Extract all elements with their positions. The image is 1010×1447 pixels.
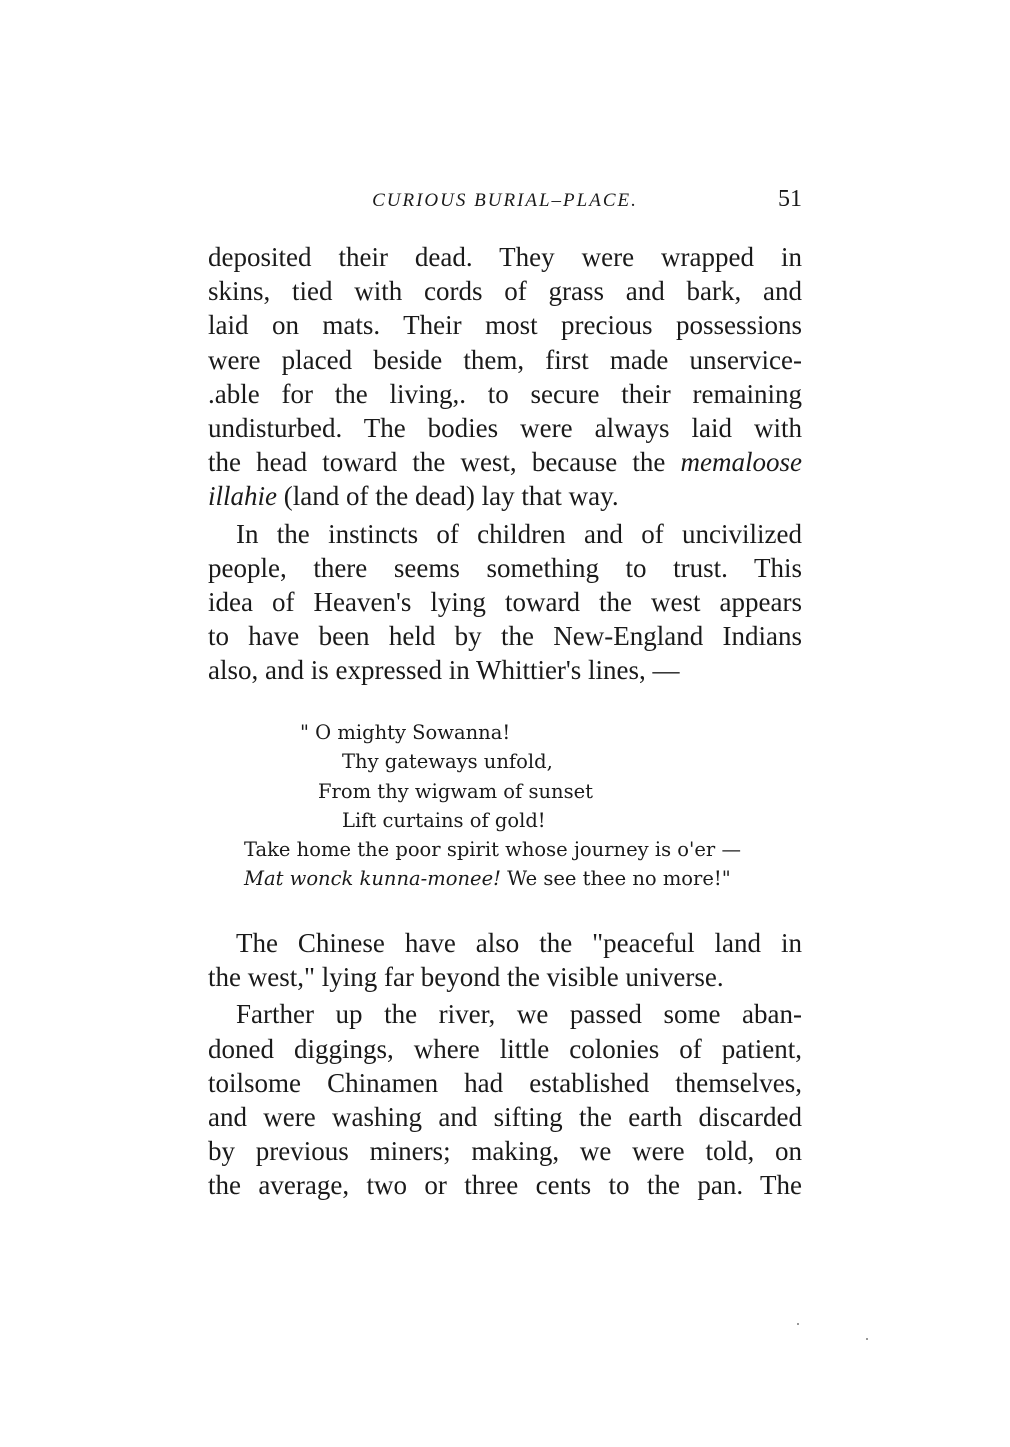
paragraph bbox=[208, 240, 802, 514]
paper-speck bbox=[866, 1338, 868, 1340]
text-line: to have been held by the New-England Indians bbox=[208, 621, 802, 652]
text-line: idea of Heaven's lying toward the west appears bbox=[208, 587, 802, 618]
italic-phrase: Mat wonck kunna-monee! bbox=[244, 867, 501, 891]
text-line: toilsome Chinamen had established themselves, bbox=[208, 1067, 802, 1098]
text-line: Farther up the river, we passed some aban- bbox=[236, 999, 802, 1030]
text-segment: (land of the dead) lay that way. bbox=[277, 481, 619, 512]
poem-line bbox=[244, 864, 804, 893]
text-line: the west," lying far beyond the visible universe. bbox=[208, 962, 724, 993]
text-segment: the head toward the west, because the bbox=[208, 447, 681, 478]
text-line: the average, two or three cents to the pan. The bbox=[208, 1170, 802, 1201]
text-line: and were washing and sifting the earth discarded bbox=[208, 1102, 802, 1133]
text-line: skins, tied with cords of grass and bark, and bbox=[208, 276, 802, 307]
text-line bbox=[208, 479, 802, 513]
paragraph bbox=[208, 997, 802, 1202]
text-line: In the instincts of children and of uncivilized bbox=[236, 518, 802, 549]
page-number: 51 bbox=[778, 186, 802, 212]
paper-speck bbox=[797, 1323, 799, 1325]
text-line: .able for the living,. to secure their remaining bbox=[208, 378, 802, 409]
poem-line: " O mighty Sowanna! bbox=[300, 721, 511, 744]
text-line: also, and is expressed in Whittier's lines, — bbox=[208, 655, 680, 686]
paragraph bbox=[208, 517, 802, 688]
page-header bbox=[208, 186, 802, 216]
text-line: people, there seems something to trust. This bbox=[208, 552, 802, 583]
paragraph bbox=[208, 926, 802, 994]
text-line bbox=[208, 445, 802, 479]
text-segment: We see thee no more!" bbox=[500, 867, 731, 891]
text-line: were placed beside them, first made unservice- bbox=[208, 344, 802, 375]
poem-line: Lift curtains of gold! bbox=[342, 808, 546, 832]
poem-quote bbox=[244, 718, 804, 894]
poem-line: From thy wigwam of sunset bbox=[318, 779, 593, 803]
poem-line: Thy gateways unfold, bbox=[342, 750, 553, 774]
text-line: The Chinese have also the "peaceful land in bbox=[236, 928, 802, 958]
italic-term: illahie bbox=[208, 481, 277, 512]
text-line: by previous miners; making, we were told, on bbox=[208, 1136, 802, 1167]
italic-term: memaloose bbox=[680, 447, 802, 478]
running-head: CURIOUS BURIAL–PLACE. bbox=[372, 190, 638, 211]
text-line: deposited their dead. They were wrapped in bbox=[208, 242, 802, 272]
body-text-lower bbox=[208, 926, 802, 1203]
poem-line: Take home the poor spirit whose journey is o'er — bbox=[244, 838, 741, 862]
body-text-upper bbox=[208, 240, 802, 688]
text-line: doned diggings, where little colonies of patient, bbox=[208, 1033, 802, 1064]
text-line: undisturbed. The bodies were always laid with bbox=[208, 413, 802, 444]
text-line: laid on mats. Their most precious possessions bbox=[208, 310, 802, 341]
